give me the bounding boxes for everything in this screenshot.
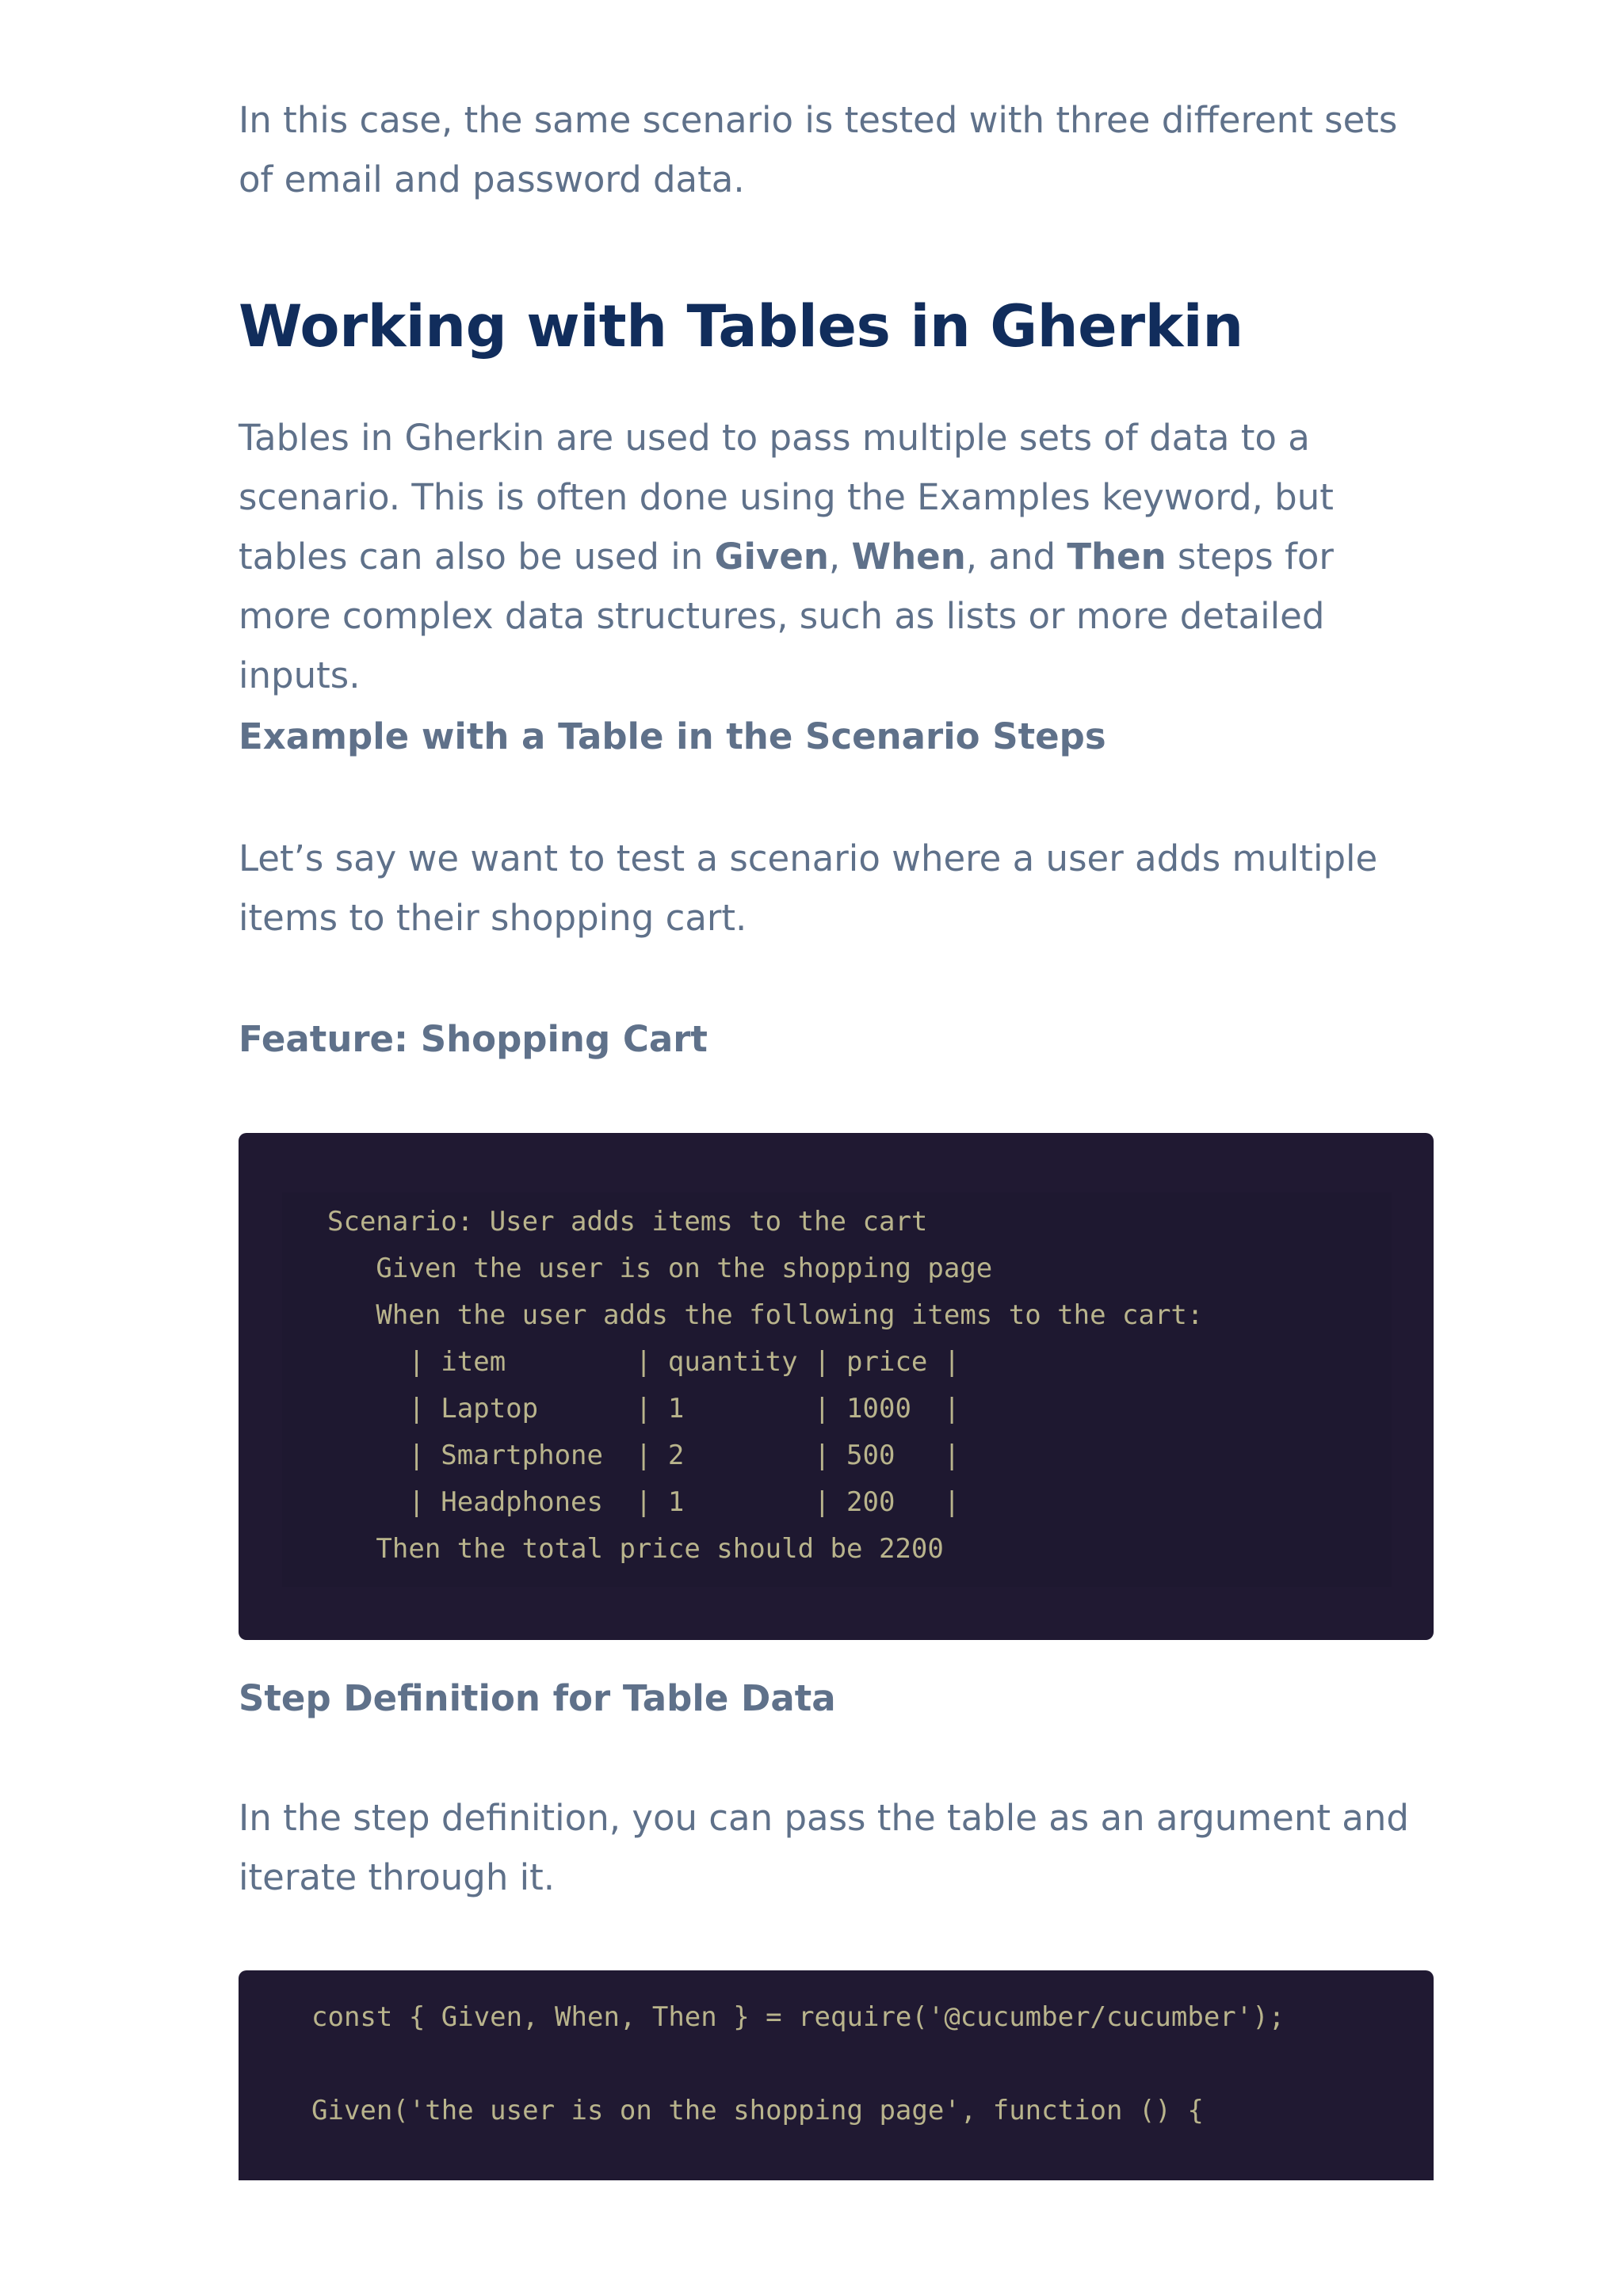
keyword-given: Given <box>714 536 829 578</box>
separator-2: , and <box>965 536 1067 578</box>
step-definition-heading: Step Definition for Table Data <box>239 1677 836 1719</box>
tables-paragraph-text-2: steps for more complex data structures, such as lists or more detailed inputs. <box>239 536 1334 696</box>
separator-1: , <box>828 536 852 578</box>
tables-paragraph-text-1: Tables in Gherkin are used to pass multiple sets of data to a scenario. This is often done using the Examples keyword, but tables can also be used in <box>239 417 1334 578</box>
section-heading: Working with Tables in Gherkin <box>239 293 1243 360</box>
tables-paragraph <box>239 408 1434 705</box>
example-heading: Example with a Table in the Scenario Steps <box>239 715 1106 757</box>
gherkin-code: Scenario: User adds items to the cart Given the user is on the shopping page When the user adds the following items to the cart: | item | quantity | price | | Laptop | 1 | 1000 | | Smartphone | 2 | 500 | | Headphones | 1 | 200 | Then the total price should be 2200 <box>327 1206 1204 1565</box>
feature-heading: Feature: Shopping Cart <box>239 1018 708 1060</box>
javascript-code-block <box>239 1970 1434 2180</box>
keyword-when: When <box>851 536 966 578</box>
example-paragraph: Let’s say we want to test a scenario where a user adds multiple items to their shopping cart. <box>239 837 1378 939</box>
javascript-code: const { Given, When, Then } = require('@cucumber/cucumber'); Given('the user is on the shopping page', function () { <box>311 2001 1285 2126</box>
keyword-then: Then <box>1067 536 1167 578</box>
intro-paragraph: In this case, the same scenario is tested with three different sets of email and password data. <box>239 99 1398 200</box>
gherkin-code-block <box>239 1133 1434 1640</box>
step-definition-paragraph: In the step definition, you can pass the table as an argument and iterate through it. <box>239 1797 1409 1898</box>
